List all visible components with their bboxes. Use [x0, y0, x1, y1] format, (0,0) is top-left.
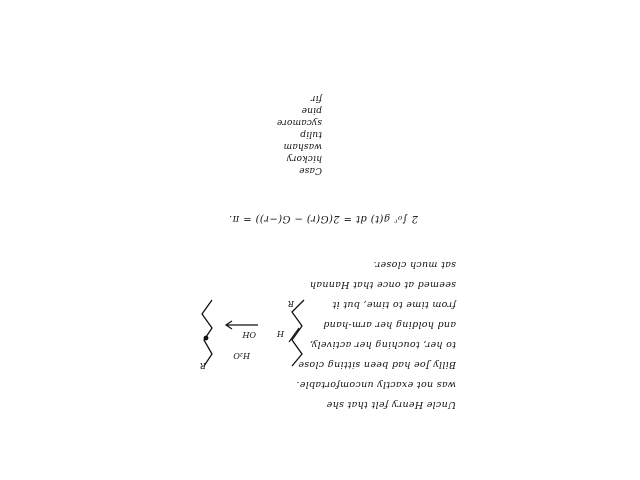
list-item: fir: [310, 93, 322, 103]
paragraph-line: and holding her arm-hand: [322, 319, 456, 330]
alkene-molecule: [282, 292, 312, 372]
paragraph-line: Uncle Henry felt that she: [326, 399, 456, 410]
r-group-right: R: [199, 361, 206, 370]
list-item: hickory: [286, 153, 322, 163]
product-molecule: [196, 292, 222, 372]
r-group-left: R: [287, 299, 294, 308]
water-label: H₂O: [233, 351, 250, 360]
paragraph-line: from time to time, but it: [332, 299, 456, 310]
hydrogen-label: H: [277, 329, 284, 338]
paragraph-line: Billy Joe had been sitting close: [298, 359, 456, 370]
reaction-arrow: [220, 318, 260, 332]
paragraph-line: seemed at once that Hannah: [309, 279, 456, 290]
list-item: washam: [283, 141, 322, 151]
hydroxide-label: OH: [242, 330, 256, 339]
paragraph-line: sat much closer.: [373, 259, 456, 270]
integral-equation: 2 ∫₀ʳ g(t) dt = 2(G(r) − G(−r)) = π.: [228, 213, 418, 224]
list-item: tulip: [300, 129, 322, 139]
paragraph-line: to her, touching her actively,: [309, 339, 456, 350]
list-item: sycamore: [276, 117, 322, 127]
list-item: pine: [301, 105, 322, 115]
list-item: Case: [299, 165, 322, 175]
paragraph-line: was not exactly uncomfortable.: [296, 379, 456, 390]
